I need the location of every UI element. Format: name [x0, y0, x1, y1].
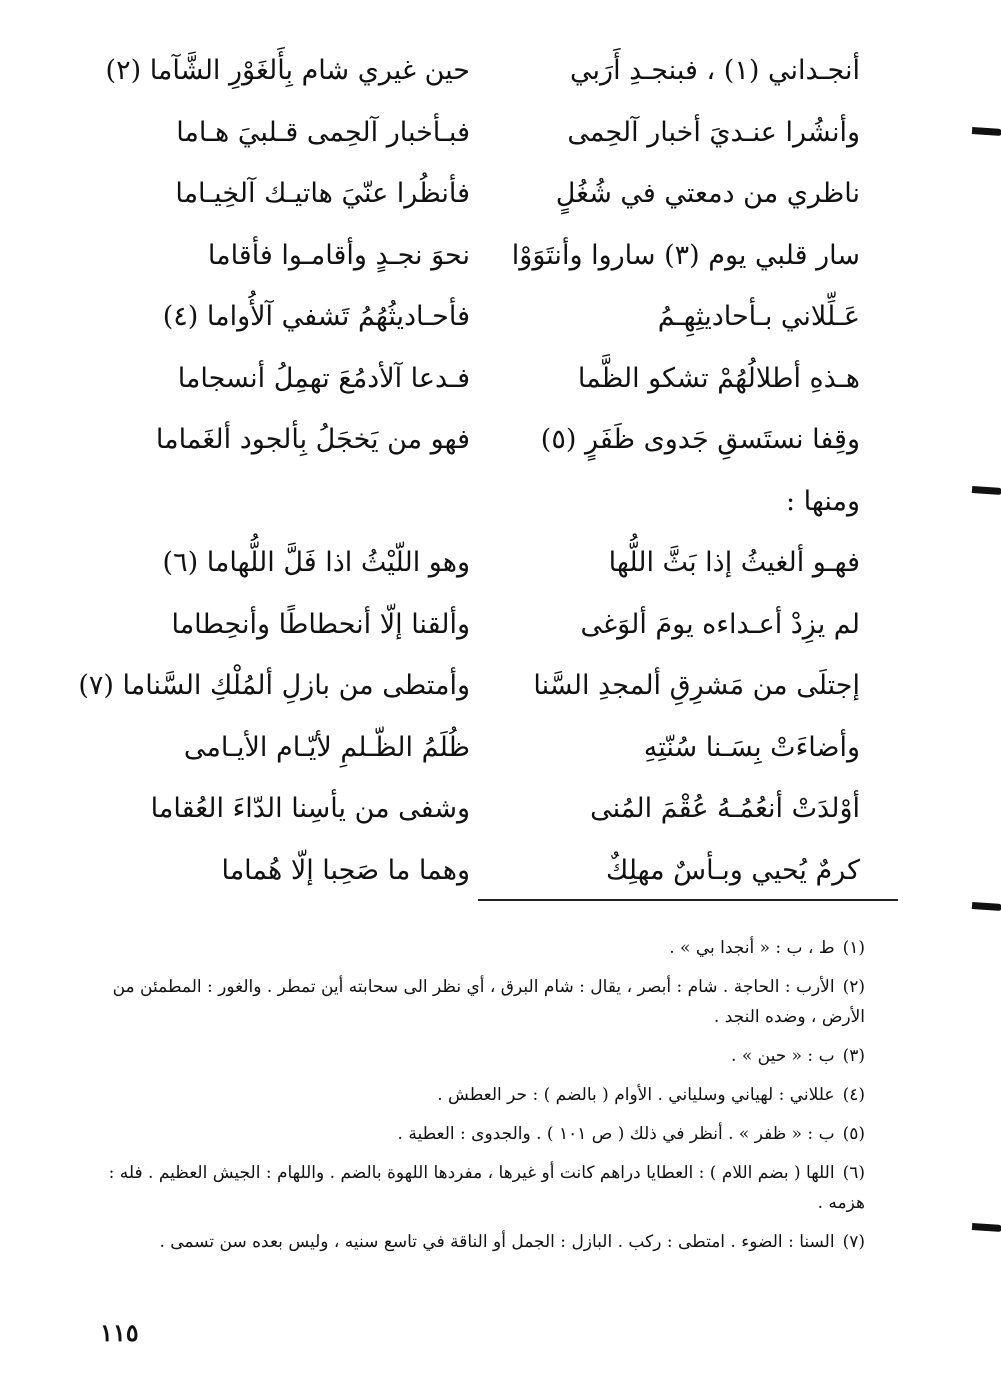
verse-row [140, 348, 860, 410]
verse-second-hemistich: فهو من يَخجَلُ بِألجود ألغَماما [155, 424, 470, 455]
verse-row [140, 594, 860, 656]
scan-margin-mark [972, 902, 1001, 911]
footnote [105, 972, 865, 1032]
footnote-number: (١) [842, 938, 865, 958]
verse-first-hemistich: لم يزِدْ أعـداءه يومَ ألوَغى [580, 608, 860, 640]
verse-row [140, 225, 860, 287]
footnote [105, 1119, 865, 1149]
footnote-divider [478, 899, 898, 901]
poem-verses [78, 40, 860, 901]
verse-second-hemistich: فـدعا آلأدمُعَ تهمِلُ أنسجاما [177, 362, 470, 394]
verse-second-hemistich: وأمتطى من بازلِ ألمُلْكِ السَّناما (٧) [78, 670, 470, 701]
footnote [105, 1227, 865, 1257]
footnote-text: ب : « حين » . [731, 1046, 835, 1066]
verse-row [140, 840, 860, 902]
verse-first-hemistich: فهـو ألغيثُ إذا بَثَّ اللُّها [608, 547, 860, 578]
scan-margin-mark [972, 486, 1001, 495]
verse-row [140, 532, 860, 594]
section-row [140, 471, 860, 533]
footnote-number: (٥) [842, 1124, 865, 1144]
verse-row [140, 409, 860, 471]
verse-row [140, 778, 860, 840]
verse-first-hemistich: ناظري من دمعتي في شُغُلٍ [555, 178, 860, 209]
verse-first-hemistich: وأنشُرا عنـديَ أخبار آلحِمى [567, 116, 860, 148]
section-label: ومنها : [786, 485, 860, 517]
verse-first-hemistich: سار قلبي يوم (٣) ساروا وأنتَوَوْا [511, 239, 860, 271]
page-number: ١١٥ [100, 1318, 139, 1347]
verse-first-hemistich: كرمٌ يُحيي وبـأسٌ مهلِكٌ [605, 854, 860, 886]
footnote-text: عللاني : لهياني وسلياني . الأوام ( بالضم ) : حر العطش . [437, 1085, 835, 1105]
verse-first-hemistich: عَـلِّلاني بـأحاديثِهِـمُ [657, 301, 860, 332]
verse-row [140, 163, 860, 225]
verse-second-hemistich: فبـأخبار آلحِمى قـلبيَ هـاما [176, 116, 470, 148]
footnote [105, 1158, 865, 1218]
scan-margin-mark [972, 1223, 1001, 1232]
footnote [105, 1041, 865, 1071]
verse-row [140, 286, 860, 348]
footnote-number: (٤) [842, 1085, 865, 1105]
footnote [105, 1080, 865, 1110]
scan-margin-mark [972, 127, 1001, 136]
verse-first-hemistich: وقِفا نستَسقِ جَدوى ظَفَرٍ (٥) [540, 424, 860, 455]
verse-first-hemistich: إجتلَى من مَشرِقِ ألمجدِ السَّنا [533, 670, 860, 701]
verse-row [140, 102, 860, 164]
footnote-number: (٢) [842, 977, 865, 997]
verse-second-hemistich: وألقنا إلّا أنحطاطًا وأنحِطاما [171, 608, 470, 640]
verse-second-hemistich: ظُلَمُ الظّـلمِ لأيّـام الأيـامى [183, 731, 470, 763]
verse-second-hemistich: وهو اللّيْثُ اذا فَلَّ اللُّهاما (٦) [162, 547, 470, 578]
footnote-text: الأرب : الحاجة . شام : أبصر ، يقال : شام البرق ، أي نظر الى سحابته أين تمطر . والغور : المطمئن من الأرض ، وضده النجد . [112, 977, 865, 1027]
footnote-text: اللها ( بضم اللام ) : العطايا دراهم كانت أو غيرها ، مفردها اللهوة بالضم . واللهام : الجيش العظيم . فله : هزمه . [108, 1163, 865, 1213]
verse-second-hemistich: وشفى من يأسِنا الدّاءَ العُقاما [150, 793, 470, 824]
footnotes [105, 933, 865, 1266]
footnote-number: (٦) [842, 1163, 865, 1183]
footnote-text: السنا : الضوء . امتطى : ركب . البازل : الجمل أو الناقة في تاسع سنيه ، وليس بعده سن تسمى . [159, 1232, 835, 1252]
footnote-number: (٧) [842, 1232, 865, 1252]
verse-first-hemistich: أنجـداني (١) ، فبنجـدِ أَرَبي [570, 55, 860, 86]
verse-row [78, 655, 860, 717]
footnote-text: ب : « ظفر » . أنظر في ذلك ( ص ١٠١ ) . والجدوى : العطية . [397, 1124, 835, 1144]
verse-row [105, 40, 860, 102]
footnote [105, 933, 865, 963]
verse-second-hemistich: وهما ما صَحِبا إلّا هُماما [221, 854, 470, 886]
verse-first-hemistich: أوْلدَتْ أنعُمُـهُ عُقْمَ المُنى [590, 793, 860, 824]
verse-row [140, 717, 860, 779]
verse-second-hemistich: حين غيري شام بِأَلغَوْرِ الشَّآما (٢) [105, 55, 470, 86]
verse-second-hemistich: فأنظُرا عنّيَ هاتيـك آلخِيـاما [175, 178, 470, 209]
footnote-number: (٣) [842, 1046, 865, 1066]
verse-second-hemistich: فأحـاديثُهُمُ تَشفي آلأُواما (٤) [162, 301, 470, 332]
footnote-text: ط ، ب : « أنجدا بي » . [669, 938, 835, 958]
verse-second-hemistich: نحوَ نجـدٍ وأقامـوا فأقاما [207, 239, 470, 271]
verse-first-hemistich: وأضاءَتْ بِسَـنا سُنّتِهِ [643, 731, 860, 763]
verse-first-hemistich: هـذهِ أطلالُهُمْ تشكو الظَّما [577, 362, 860, 394]
